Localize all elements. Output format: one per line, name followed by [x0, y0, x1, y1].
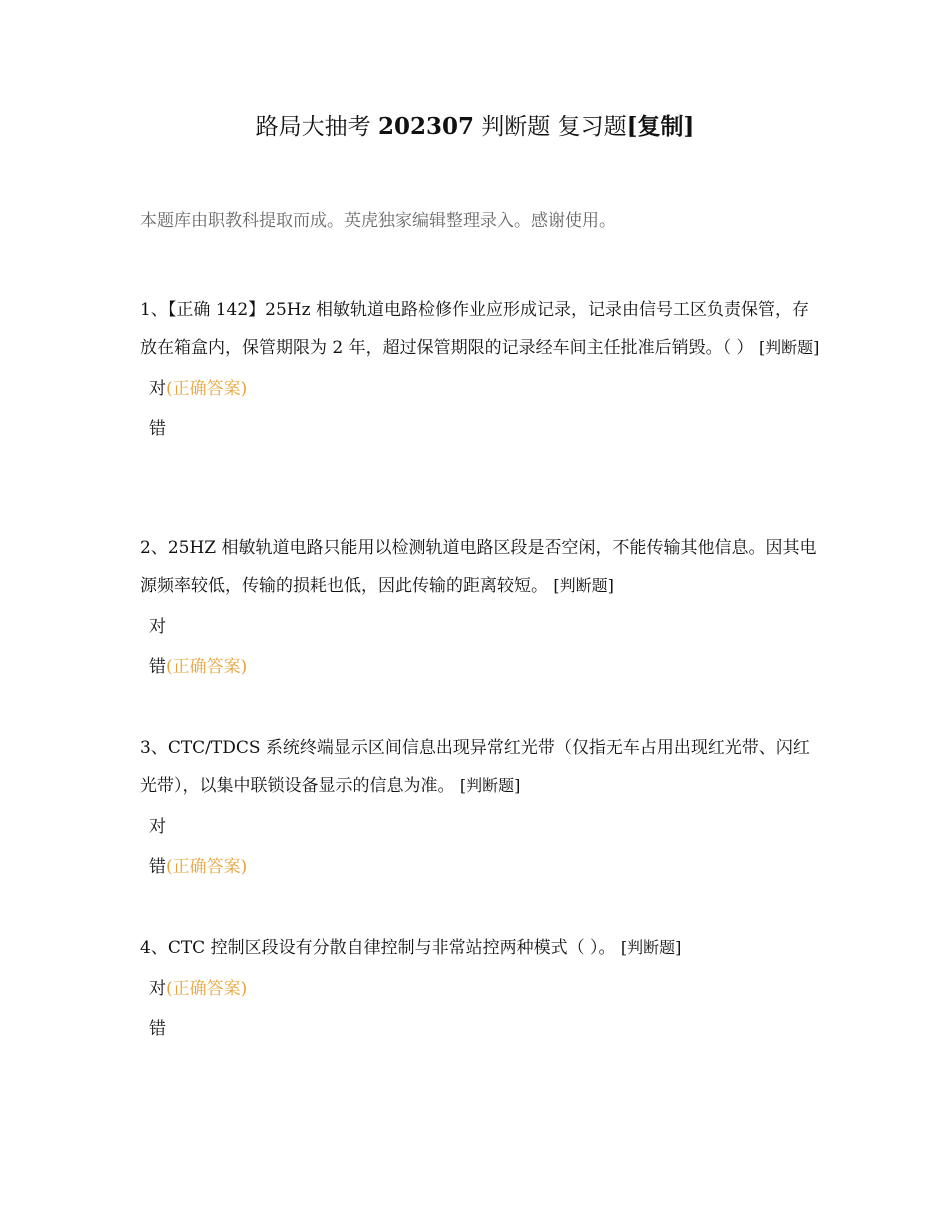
option-label: 错 [149, 419, 166, 439]
question-text [140, 729, 820, 805]
question-3 [140, 729, 820, 887]
question-text [140, 929, 820, 967]
option-label: 错 [149, 1019, 166, 1039]
title-suffix: 判断题 复习题 [481, 114, 627, 140]
option-false[interactable] [149, 1009, 820, 1049]
question-text [140, 529, 820, 605]
question-2 [140, 529, 820, 687]
option-label: 对 [149, 617, 166, 637]
question-text [140, 291, 820, 367]
option-label: 错 [149, 657, 166, 677]
option-label: 对 [149, 817, 166, 837]
question-stem: 2、25HZ 相敏轨道电路只能用以检测轨道电路区段是否空闲，不能传输其他信息。因其电源频率较低，传输的损耗也低，因此传输的距离较短。 [140, 538, 817, 596]
question-type-tag: [判断题] [459, 776, 521, 795]
option-label: 对 [149, 979, 166, 999]
question-stem: 3、CTC/TDCS 系统终端显示区间信息出现异常红光带（仅指无车占用出现红光带、闪红光带），以集中联锁设备显示的信息为准。 [140, 738, 810, 796]
page-title [0, 110, 950, 144]
title-tag: [复制] [626, 113, 695, 140]
question-type-tag: [判断题] [553, 576, 614, 595]
option-false[interactable] [149, 847, 820, 887]
question-type-tag: [判断题] [758, 338, 820, 357]
intro-text: 本题库由职教科提取而成。英虎独家编辑整理录入。感谢使用。 [140, 211, 616, 231]
title-number: 202307 [377, 113, 474, 140]
correct-answer-mark: (正确答案) [166, 857, 248, 877]
option-true[interactable] [149, 807, 820, 847]
correct-answer-mark: (正确答案) [166, 379, 248, 399]
option-true[interactable] [149, 969, 820, 1009]
question-1 [140, 291, 820, 449]
correct-answer-mark: (正确答案) [166, 979, 248, 999]
title-prefix: 路局大抽考 [255, 114, 371, 140]
question-stem: 1、【正确 142】25Hz 相敏轨道电路检修作业应形成记录，记录由信号工区负责保管，存放在箱盒内，保管期限为 2 年，超过保管期限的记录经车间主任批准后销毁。（ ） [140, 300, 809, 358]
option-label: 对 [149, 379, 166, 399]
question-4 [140, 929, 820, 1049]
option-true[interactable] [149, 369, 820, 409]
option-false[interactable] [149, 409, 820, 449]
option-label: 错 [149, 857, 166, 877]
question-type-tag: [判断题] [620, 938, 682, 957]
correct-answer-mark: (正确答案) [166, 657, 248, 677]
option-true[interactable] [149, 607, 820, 647]
option-false[interactable] [149, 647, 820, 687]
question-stem: 4、CTC 控制区段设有分散自律控制与非常站控两种模式（ ）。 [140, 938, 616, 958]
